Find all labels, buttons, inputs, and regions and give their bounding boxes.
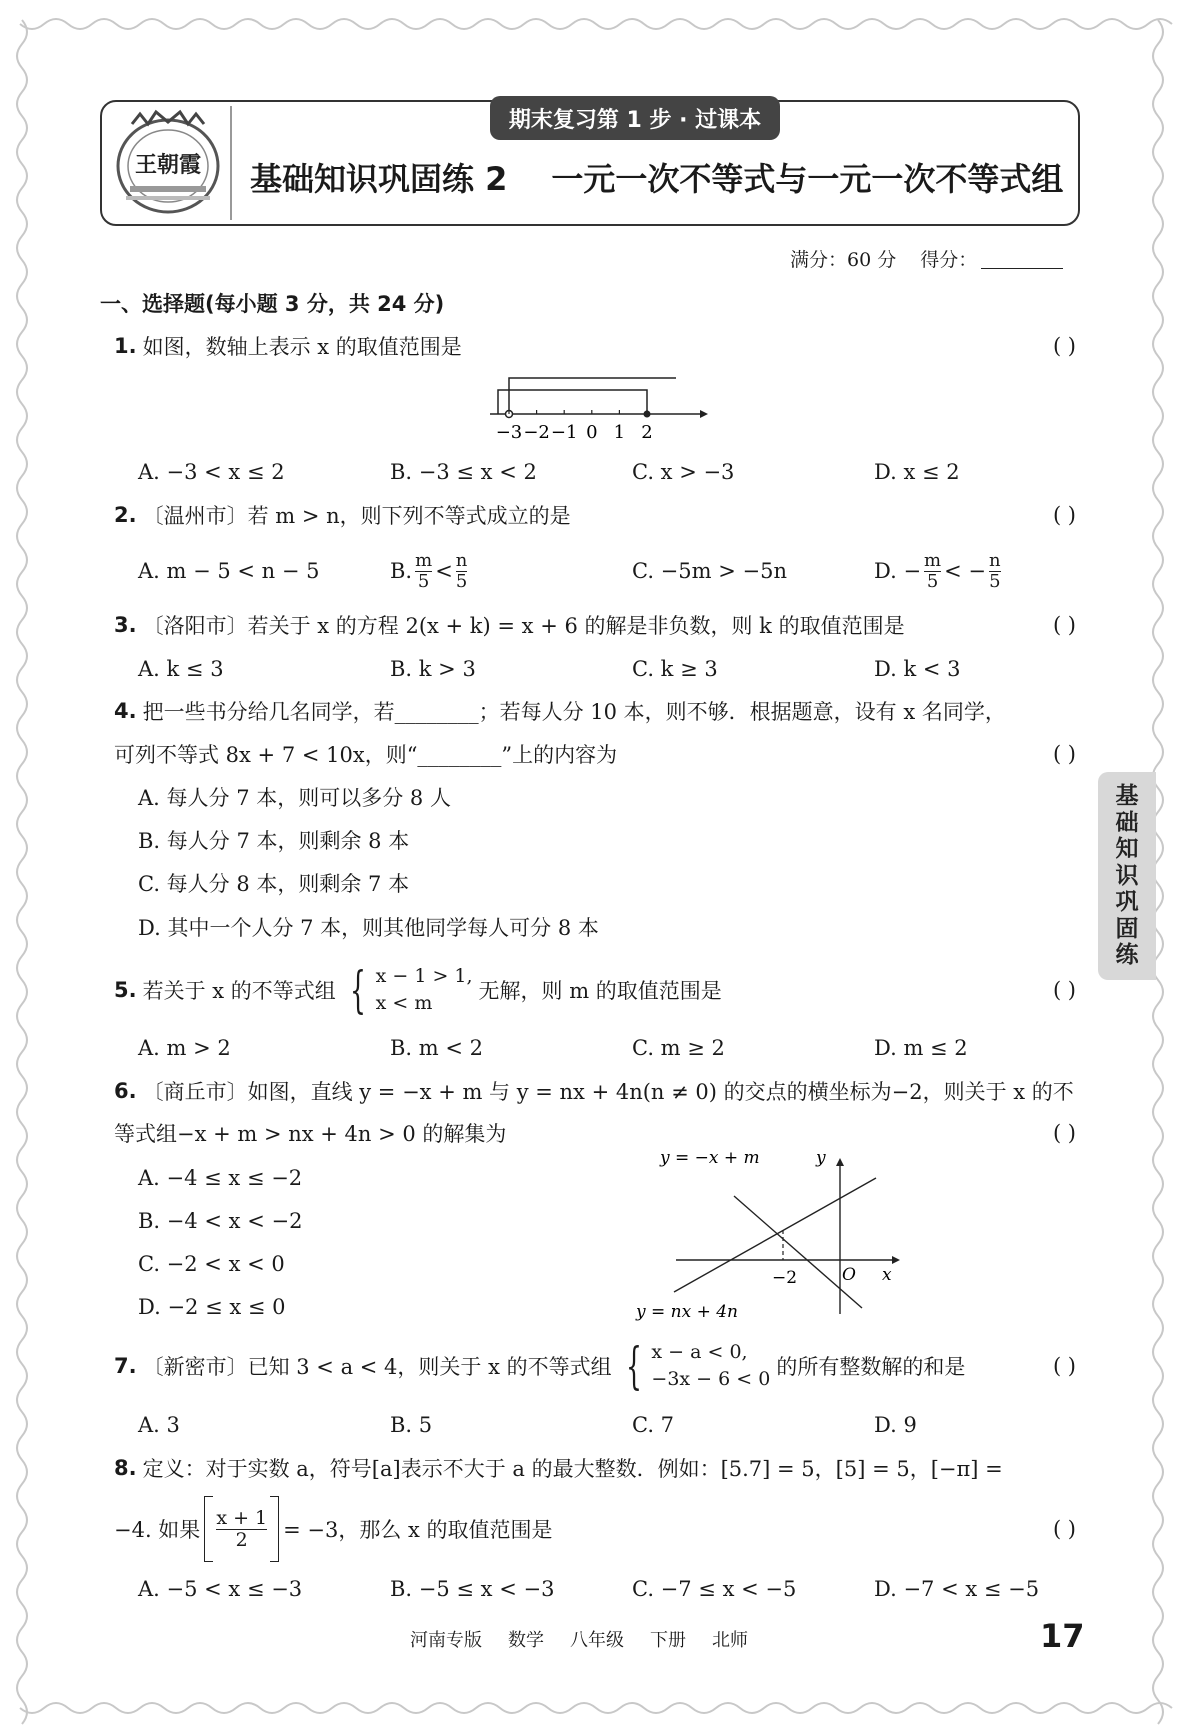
question-text: 〔温州市〕若 m > n，则下列不等式成立的是 <box>142 504 571 528</box>
option-d[interactable]: D. k < 3 <box>874 657 961 681</box>
inequality-system: { x − 1 > 1, x < m <box>349 961 473 1019</box>
linear-graph-figure <box>630 1146 910 1326</box>
answer-parens[interactable]: ( ) <box>1052 1354 1076 1378</box>
origin-label: O <box>842 1265 856 1285</box>
answer-parens[interactable]: ( ) <box>1052 1517 1076 1541</box>
question-number: 2. <box>114 503 137 527</box>
question-text-post: 的所有整数解的和是 <box>776 1355 966 1379</box>
question-number: 5. <box>114 978 137 1002</box>
answer-parens[interactable]: ( ) <box>1052 1121 1076 1145</box>
brand-logo <box>112 106 224 220</box>
option-b[interactable]: B. k > 3 <box>390 657 476 681</box>
footer-volume: 下册 <box>650 1630 686 1651</box>
option-c[interactable]: C. −7 ≤ x < −5 <box>632 1577 797 1601</box>
option-b[interactable]: B. m < 2 <box>390 1036 484 1060</box>
axis-tick-label: −3 <box>495 422 523 443</box>
option-a[interactable]: A. 每人分 7 本，则可以多分 8 人 <box>138 786 451 810</box>
question-number: 7. <box>114 1354 137 1378</box>
less-than-sign: < <box>435 559 453 583</box>
question-number: 4. <box>114 699 137 723</box>
option-a[interactable]: A. m − 5 < n − 5 <box>138 559 320 583</box>
question-3 <box>114 608 1080 642</box>
title-part2: 一元一次不等式与一元一次不等式组 <box>551 160 1064 198</box>
option-a[interactable]: A. 3 <box>138 1413 180 1437</box>
option-c[interactable]: C. k ≥ 3 <box>632 657 718 681</box>
option-a[interactable]: A. −3 < x ≤ 2 <box>138 460 285 484</box>
question-text: 〔商丘市〕如图，直线 y = −x + m 与 y = nx + 4n(n ≠ 0) 的交点的横坐标为−2，则关于 x 的不 <box>142 1080 1074 1104</box>
question-6 <box>114 1074 1080 1108</box>
option-b[interactable]: B. −5 ≤ x < −3 <box>390 1577 555 1601</box>
question-number: 1. <box>114 334 137 358</box>
footer-publisher: 北师 <box>712 1630 748 1651</box>
option-d[interactable]: D. 9 <box>874 1413 917 1437</box>
logo-divider <box>230 106 232 220</box>
fraction: $\frac{m}{5}$ <box>924 549 942 592</box>
footer-subject: 数学 <box>508 1630 544 1651</box>
axis-tick-label: −2 <box>523 422 550 443</box>
answer-parens[interactable]: ( ) <box>1052 503 1076 527</box>
line2-label: y = nx + 4n <box>636 1302 739 1322</box>
fraction: $\frac{n}{5}$ <box>989 549 1001 592</box>
question-number: 6. <box>114 1079 137 1103</box>
question-1 <box>114 329 1080 363</box>
option-b[interactable]: B. −4 < x < −2 <box>138 1209 303 1233</box>
question-text: 等式组−x + m > nx + 4n > 0 的解集为 <box>114 1122 507 1146</box>
floor-bracket-fraction: $\frac{x + 1}{2}$ <box>204 1496 279 1562</box>
full-score: 满分：60 分 <box>790 248 897 271</box>
side-section-tab[interactable]: 基 础 知 识 巩 固 练 <box>1098 772 1156 980</box>
question-2 <box>114 498 1080 532</box>
score-blank[interactable] <box>981 248 1063 269</box>
option-a[interactable]: A. m > 2 <box>138 1036 231 1060</box>
question-number: 3. <box>114 613 137 637</box>
frame-top <box>20 19 1172 29</box>
footer-edition: 河南专版 <box>410 1630 482 1651</box>
question-text: 〔洛阳市〕若关于 x 的方程 2(x + k) = x + 6 的解是非负数，则 k 的取值范围是 <box>142 614 905 638</box>
option-c[interactable]: C. m ≥ 2 <box>632 1036 725 1060</box>
fraction: $\frac{m}{5}$ <box>415 549 433 592</box>
option-d[interactable]: D. 其中一个人分 7 本，则其他同学每人可分 8 本 <box>138 916 599 940</box>
question-text-post: 无解，则 m 的取值范围是 <box>478 979 722 1003</box>
axis-tick-label: −1 <box>550 422 578 443</box>
chapter-tab-label: 期末复习第 1 步 · 过课本 <box>490 96 780 140</box>
question-text: −4. 如果 <box>114 1518 201 1542</box>
logo-text: 王朝霞 <box>134 152 202 178</box>
option-a[interactable]: A. k ≤ 3 <box>138 657 224 681</box>
footer-grade: 八年级 <box>570 1630 624 1651</box>
title-part1: 基础知识巩固练 2 <box>250 160 508 198</box>
question-text: 把一些书分给几名同学，若________；若每人分 10 本，则不够．根据题意，设有 x 名同学， <box>142 700 1006 724</box>
question-text-post: = −3，那么 x 的取值范围是 <box>283 1518 553 1542</box>
frame-bottom <box>20 1703 1172 1713</box>
option-b[interactable]: B. −3 ≤ x < 2 <box>390 460 537 484</box>
option-b[interactable]: B. 5 <box>390 1413 433 1437</box>
option-c[interactable]: C. −5m > −5n <box>632 559 787 583</box>
option-d[interactable]: D. m ≤ 2 <box>874 1036 968 1060</box>
question-4-line2 <box>114 737 1080 771</box>
axis-tick-label: 1 <box>613 422 626 443</box>
minus-two-label: −2 <box>772 1268 798 1288</box>
option-a[interactable]: A. −5 < x ≤ −3 <box>138 1577 303 1601</box>
question-text: 如图，数轴上表示 x 的取值范围是 <box>142 335 462 359</box>
question-text: 〔新密市〕已知 3 < a < 4，则关于 x 的不等式组 <box>142 1355 612 1379</box>
option-a[interactable]: A. −4 ≤ x ≤ −2 <box>138 1166 303 1190</box>
option-label: B. <box>390 559 413 583</box>
option-b[interactable]: B. 每人分 7 本，则剩余 8 本 <box>138 829 410 853</box>
inequality-system: { x − a < 0, −3x − 6 < 0 <box>625 1337 771 1395</box>
question-text: 定义：对于实数 a，符号[a]表示不大于 a 的最大整数．例如：[5.7] = 5，[5] = 5，[−π] = <box>142 1457 1003 1481</box>
option-c[interactable]: C. −2 < x < 0 <box>138 1252 285 1276</box>
question-6-line2 <box>114 1116 1080 1150</box>
page-number: 17 <box>1040 1617 1085 1655</box>
score-label: 得分： <box>920 248 978 271</box>
page-title <box>250 152 1070 202</box>
question-7 <box>114 1336 1080 1396</box>
axis-tick-label: 0 <box>586 422 598 443</box>
frame-left <box>17 20 27 1724</box>
answer-parens[interactable]: ( ) <box>1052 742 1076 766</box>
y-axis-label: y <box>816 1148 826 1168</box>
answer-parens[interactable]: ( ) <box>1052 613 1076 637</box>
option-d[interactable]: D. x ≤ 2 <box>874 460 960 484</box>
question-number: 8. <box>114 1456 137 1480</box>
answer-parens[interactable]: ( ) <box>1052 978 1076 1002</box>
option-b[interactable] <box>390 546 470 596</box>
option-c[interactable]: C. 7 <box>632 1413 675 1437</box>
question-text: 可列不等式 8x + 7 < 10x，则“________”上的内容为 <box>114 743 618 767</box>
question-4 <box>114 694 1080 728</box>
section-heading: 一、选择题(每小题 3 分，共 24 分) <box>100 292 445 316</box>
option-d[interactable]: D. −2 ≤ x ≤ 0 <box>138 1295 286 1319</box>
fraction: $\frac{n}{5}$ <box>455 549 468 592</box>
less-than-sign: < − <box>944 559 986 583</box>
question-8 <box>114 1451 1080 1485</box>
option-d[interactable] <box>874 546 1004 596</box>
line1-label: y = −x + m <box>660 1148 760 1168</box>
question-text: 若关于 x 的不等式组 <box>142 979 336 1003</box>
option-c[interactable]: C. 每人分 8 本，则剩余 7 本 <box>138 872 410 896</box>
option-label: D. − <box>874 559 922 583</box>
x-axis-label: x <box>882 1265 892 1285</box>
question-8-line2 <box>114 1494 1080 1564</box>
answer-parens[interactable]: ( ) <box>1052 334 1076 358</box>
number-line-figure <box>480 368 720 444</box>
score-line <box>790 244 1080 272</box>
option-d[interactable]: D. −7 < x ≤ −5 <box>874 1577 1040 1601</box>
page-footer <box>410 1622 810 1656</box>
axis-tick-label: 2 <box>641 422 653 443</box>
question-5 <box>114 960 1080 1020</box>
option-c[interactable]: C. x > −3 <box>632 460 735 484</box>
